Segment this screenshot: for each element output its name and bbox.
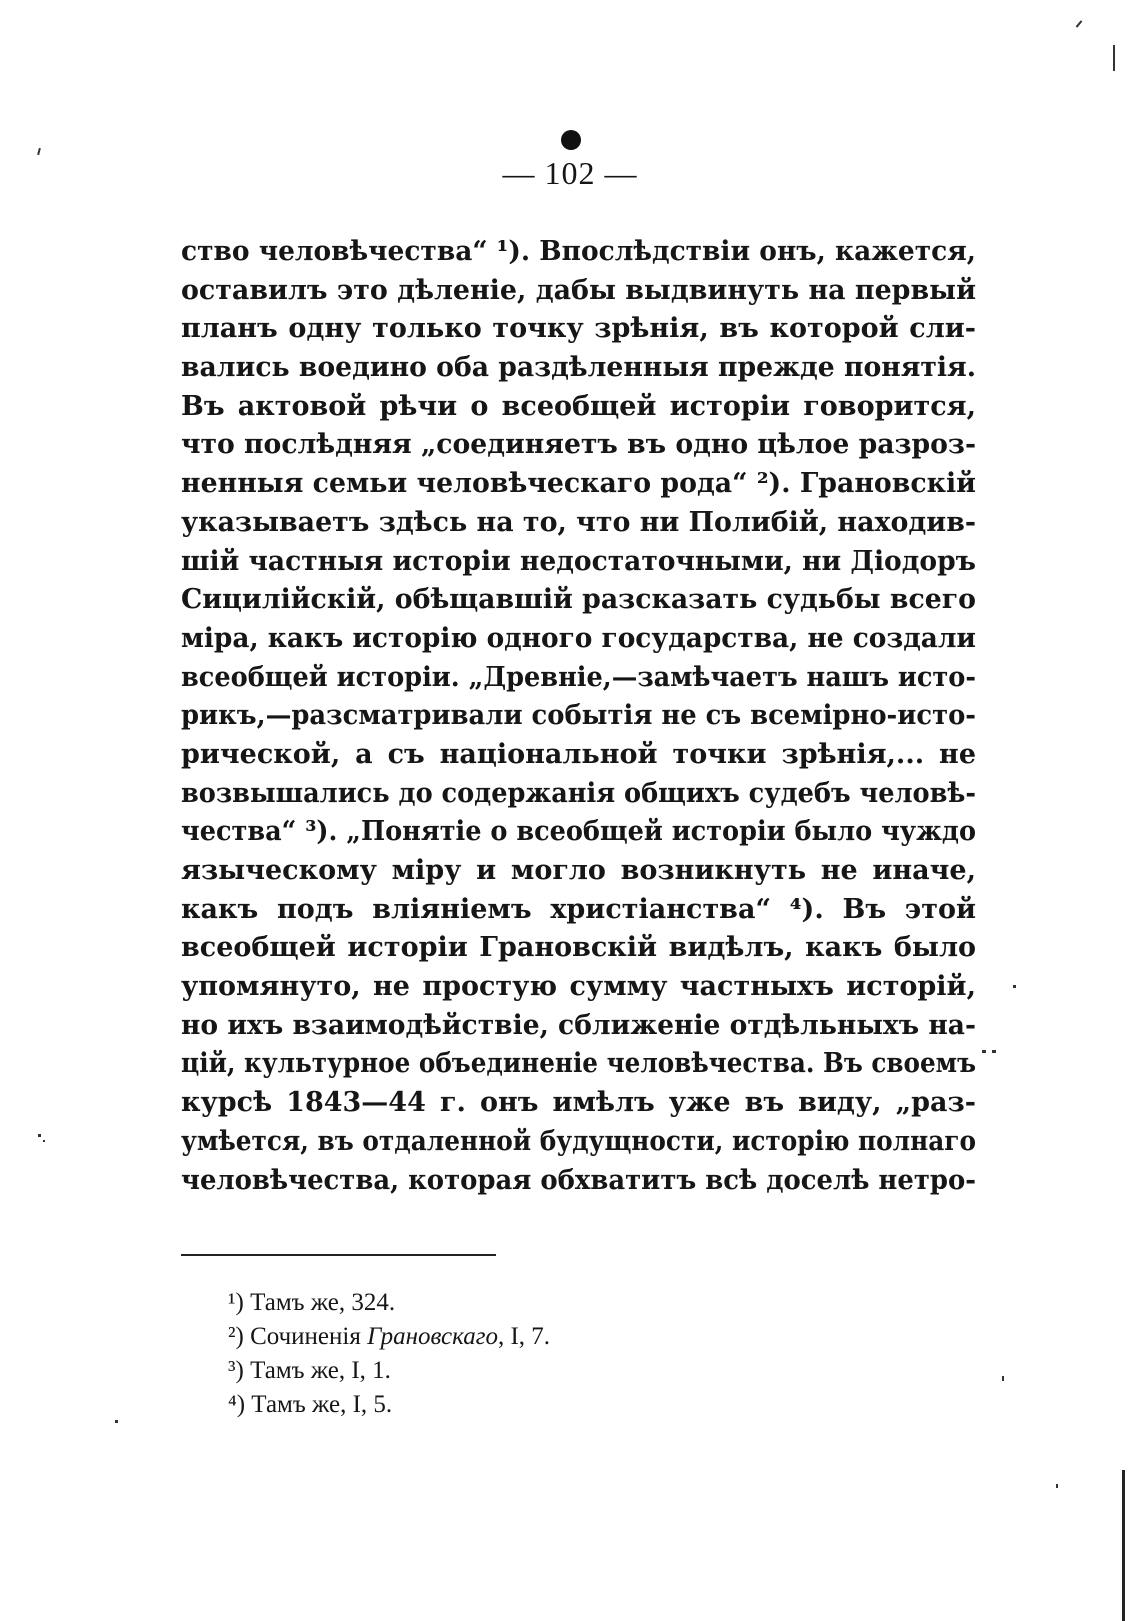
text-line: ненныя семьи человѣческаго рода“ ²). Грановскій — [181, 468, 976, 500]
text-line: умѣется, въ отдаленной будущности, исторію полнаго — [181, 1125, 976, 1157]
scan-speck — [38, 1134, 41, 1137]
page-number: — 102 — — [502, 155, 638, 191]
main-text-block — [181, 233, 976, 1200]
text-line: Въ актовой рѣчи о всеобщей исторіи говорится, — [181, 390, 976, 422]
footnote-4 — [228, 1388, 550, 1422]
text-line: возвышались до содержанія общихъ судебъ человѣ- — [181, 777, 976, 809]
scan-speck — [992, 1050, 996, 1053]
scan-speck — [1076, 20, 1083, 27]
footnote-separator — [181, 1254, 496, 1256]
footnote-mark: ⁴) — [228, 1391, 246, 1418]
scan-speck — [1013, 985, 1016, 988]
footnote-mark: ¹) — [228, 1289, 244, 1316]
text-line: цій, культурное объединеніе человѣчества. Въ своемъ — [181, 1048, 976, 1080]
text-line: какъ подъ вліяніемъ христіанства“ ⁴). Въ этой — [181, 893, 976, 925]
text-line: вались воедино оба раздѣленныя прежде понятія. — [181, 352, 976, 384]
text-line: рикъ,—разсматривали событія не съ всемірно-исто- — [181, 700, 976, 732]
footnotes — [228, 1286, 550, 1422]
footnote-text: Тамъ же, 324. — [250, 1289, 396, 1316]
ink-blot-mark — [561, 130, 581, 150]
text-line: всеобщей исторіи. „Древніе,—замѣчаетъ нашъ исто- — [181, 661, 976, 693]
footnote-text: Сочиненія — [250, 1323, 368, 1350]
text-line: чества“ ³). „Понятіе о всеобщей исторіи было чуждо — [181, 816, 976, 848]
footnote-text: Тамъ же, I, 5. — [251, 1391, 393, 1418]
text-line: курсѣ 1843—44 г. онъ имѣлъ уже въ виду, „раз- — [181, 1087, 976, 1119]
footnote-mark: ³) — [228, 1357, 244, 1384]
footnote-3 — [228, 1354, 550, 1388]
scan-speck — [43, 1140, 45, 1142]
footnote-text: Тамъ же, I, 1. — [250, 1357, 391, 1384]
text-line: указываетъ здѣсь на то, что ни Полибій, находив- — [181, 506, 976, 538]
text-line: шій частныя исторіи недостаточными, ни Діодоръ — [181, 545, 976, 577]
footnote-italic-author: Грановскаго — [367, 1323, 498, 1350]
text-line: ство человѣчества“ ¹). Впослѣдствіи онъ, кажется, — [181, 236, 976, 267]
scan-speck — [982, 1050, 986, 1053]
text-line: рической, а съ національной точки зрѣнія,... не — [181, 738, 976, 770]
footnote-1 — [228, 1286, 550, 1320]
scan-speck — [1002, 1376, 1004, 1381]
page-edge-line — [1122, 1470, 1125, 1621]
footnote-2 — [228, 1320, 550, 1354]
text-line: но ихъ взаимодѣйствіе, сближеніе отдѣльныхъ на- — [181, 1009, 976, 1041]
text-line: міра, какъ исторію одного государства, не создали — [181, 622, 976, 654]
text-line: человѣчества, которая обхватитъ всѣ доселѣ нетро- — [181, 1164, 976, 1196]
text-line: Сицилійскій, обѣщавшій разсказать судьбы всего — [181, 584, 976, 616]
text-line: упомянуто, не простую сумму частныхъ исторій, — [181, 971, 976, 1003]
text-line: языческому міру и могло возникнуть не иначе, — [181, 855, 976, 886]
text-line: всеобщей исторіи Грановскій видѣлъ, какъ было — [181, 932, 976, 964]
text-line: оставилъ это дѣленіе, дабы выдвинуть на первый — [181, 274, 976, 306]
scan-speck — [115, 1420, 118, 1423]
text-line: планъ одну только точку зрѣнія, въ которой сли- — [181, 313, 976, 345]
scan-speck — [1056, 1484, 1058, 1488]
footnote-text-tail: , I, 7. — [497, 1323, 551, 1350]
scan-speck — [1113, 45, 1115, 71]
footnote-mark: ²) — [228, 1323, 244, 1350]
text-line: что послѣдняя „соединяетъ въ одно цѣлое разроз- — [181, 429, 976, 461]
